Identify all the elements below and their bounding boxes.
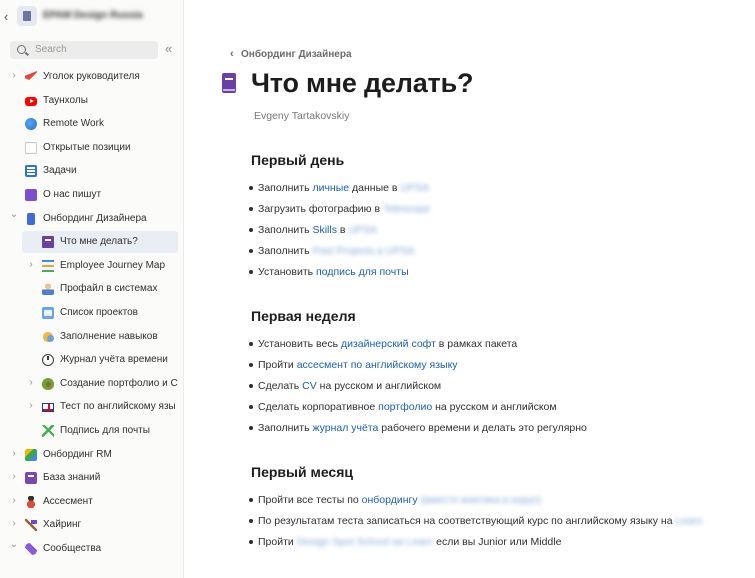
- expand-caret-icon: [26, 330, 36, 342]
- back-chevron-icon[interactable]: ‹: [4, 9, 9, 24]
- sidebar-item[interactable]: [0, 160, 184, 182]
- inline-link[interactable]: CV: [302, 380, 317, 392]
- bullet-item: [258, 223, 377, 237]
- phone-icon: [27, 213, 35, 225]
- map-icon: [42, 307, 54, 319]
- bullet-dot-icon: [249, 498, 253, 502]
- sidebar-item-label: Задачи: [43, 165, 77, 177]
- sidebar-item-label: Создание портфолио и C: [60, 377, 178, 389]
- bullet-item: [258, 244, 414, 258]
- sidebar-item-label: Что мне делать?: [60, 236, 138, 248]
- bullet-dot-icon: [249, 405, 253, 409]
- expand-caret-icon: [26, 424, 36, 436]
- section-heading: Первая неделя: [251, 308, 356, 324]
- search-placeholder: Search: [35, 44, 67, 55]
- bullet-dot-icon: [249, 384, 253, 388]
- sidebar-item[interactable]: [0, 326, 184, 348]
- sidebar-item-label: Онбординг RM: [43, 448, 112, 460]
- bullet-dot-icon: [249, 186, 253, 190]
- inline-link[interactable]: Learn: [675, 515, 703, 527]
- collapse-sidebar-icon[interactable]: «: [165, 41, 173, 56]
- page-content: [184, 0, 755, 578]
- sidebar-item[interactable]: [0, 349, 184, 371]
- sidebar-item[interactable]: [0, 420, 184, 442]
- bullet-dot-icon: [249, 207, 253, 211]
- sidebar-item[interactable]: [0, 302, 184, 324]
- sidebar-item[interactable]: [0, 208, 184, 230]
- sidebar-item-label: Журнал учёта времени: [60, 354, 168, 366]
- bullet-text: Пройти: [258, 536, 297, 548]
- sidebar-item[interactable]: [0, 255, 184, 277]
- bullet-text: данные в: [349, 182, 401, 194]
- bullet-item: [258, 265, 409, 279]
- sidebar-item-label: База знаний: [43, 472, 101, 484]
- sidebar-item[interactable]: [0, 444, 184, 466]
- inline-link[interactable]: (вместе внитика в корус): [417, 494, 542, 506]
- bullet-item: [258, 400, 557, 414]
- bullet-item: [258, 337, 517, 351]
- sidebar-item-label: Таунхолы: [43, 94, 88, 106]
- check-icon: [42, 425, 54, 437]
- tasks-icon: [25, 165, 37, 177]
- sidebar-item[interactable]: [0, 90, 184, 112]
- inline-link[interactable]: подпись для почты: [316, 266, 409, 278]
- brain-icon: [42, 331, 54, 343]
- breadcrumb-chevron-icon: ‹: [230, 48, 234, 60]
- expand-caret-icon: [9, 117, 19, 129]
- sidebar-item-label: Сообщества: [43, 543, 102, 554]
- inline-link[interactable]: Skills: [312, 224, 337, 236]
- inline-link[interactable]: личные: [312, 182, 350, 194]
- bullet-text: в рамках пакета: [435, 338, 518, 350]
- chat-icon: [25, 189, 37, 201]
- bullet-text: Заполнить: [258, 182, 313, 194]
- sidebar-item-label: Тест по английскому язы: [60, 401, 176, 413]
- expand-caret-icon: [26, 235, 36, 247]
- expand-caret-icon[interactable]: ›: [12, 471, 16, 483]
- rm-icon: [25, 449, 37, 461]
- bullet-text: на русском и английском: [432, 401, 557, 413]
- inline-link[interactable]: дизайнерский софт: [340, 338, 436, 350]
- expand-caret-icon: [9, 94, 19, 106]
- sidebar-item-label: Онбординг Дизайнера: [43, 212, 147, 224]
- bullet-text: рабочего времени и делать это регулярно: [378, 422, 587, 434]
- globe-icon: [25, 118, 37, 130]
- sidebar-item[interactable]: [0, 491, 184, 513]
- sidebar-item-label: Ассесмент: [43, 495, 93, 507]
- uk-flag-icon: [42, 403, 54, 412]
- bullet-dot-icon: [249, 519, 253, 523]
- bullet-text: в: [336, 224, 349, 236]
- inline-link[interactable]: журнал учёта: [312, 422, 379, 434]
- timer-icon: [42, 354, 54, 366]
- inline-link[interactable]: UPSA: [400, 182, 429, 194]
- sidebar-item-label: Подпись для почты: [60, 425, 150, 436]
- bullet-text: Заполнить: [258, 245, 313, 257]
- bullet-text: Сделать корпоративное: [258, 401, 379, 413]
- youtube-icon: [25, 97, 37, 106]
- inline-link[interactable]: Past Projects в UPSA: [312, 245, 415, 257]
- knowledge-book-icon: [25, 472, 37, 484]
- sidebar-item[interactable]: [22, 231, 178, 253]
- expand-caret-icon[interactable]: ›: [29, 258, 33, 270]
- sidebar-item[interactable]: [0, 137, 184, 159]
- list-icon: [42, 260, 54, 272]
- assessment-icon: [25, 496, 37, 508]
- bullet-dot-icon: [249, 270, 253, 274]
- expand-caret-icon: [9, 188, 19, 200]
- inline-link[interactable]: ассесмент по английскому языку: [296, 359, 458, 371]
- expand-caret-icon: [9, 164, 19, 176]
- page-book-icon[interactable]: [222, 73, 236, 93]
- sidebar-item[interactable]: [0, 66, 184, 88]
- bullet-text: Установить: [258, 266, 317, 278]
- sidebar-item-label: Открытые позиции: [43, 141, 131, 153]
- sidebar-item-label: Список проектов: [60, 307, 138, 318]
- sidebar-item[interactable]: [0, 514, 184, 536]
- bullet-dot-icon: [249, 342, 253, 346]
- document-icon: [25, 142, 37, 154]
- inline-link[interactable]: портфолио: [378, 401, 433, 413]
- expand-caret-icon[interactable]: ›: [12, 518, 16, 530]
- book-icon: [42, 236, 54, 248]
- sidebar-item[interactable]: [0, 184, 184, 206]
- sidebar-item-label: О нас пишут: [43, 189, 102, 200]
- sidebar-item[interactable]: [0, 396, 184, 418]
- bullet-text: Установить весь: [258, 338, 341, 350]
- expand-caret-icon[interactable]: ⌄: [9, 208, 19, 220]
- bullet-text: на русском и английском: [316, 380, 442, 392]
- expand-caret-icon[interactable]: ›: [29, 376, 33, 388]
- bullet-text: если вы Junior или Middle: [433, 536, 562, 548]
- sidebar-item[interactable]: [0, 373, 184, 395]
- search-icon: [17, 45, 26, 54]
- bullet-item: [258, 535, 561, 549]
- sidebar-item-label: Уголок руководителя: [43, 71, 140, 82]
- page-author: Evgeny Tartakovskiy: [254, 110, 350, 122]
- expand-caret-icon: [26, 353, 36, 365]
- bullet-text: По результатам теста записаться на соответствующий курс по английскому языку на: [258, 515, 676, 527]
- expand-caret-icon[interactable]: ›: [12, 447, 16, 459]
- sidebar-item[interactable]: [0, 467, 184, 489]
- bullet-item: [258, 379, 441, 393]
- bullet-text: Пройти: [258, 359, 297, 371]
- sidebar-item-label: Remote Work: [43, 118, 104, 130]
- hammer-icon: [25, 519, 37, 531]
- expand-caret-icon[interactable]: ›: [12, 70, 16, 81]
- person-icon: [42, 283, 54, 295]
- rocket-icon: [25, 543, 37, 555]
- bullet-dot-icon: [249, 540, 253, 544]
- workspace-header[interactable]: [0, 0, 184, 34]
- breadcrumb-label[interactable]: Онбординг Дизайнера: [241, 49, 352, 60]
- sidebar-item-label: Заполнение навыков: [60, 330, 158, 342]
- avocado-icon: [42, 378, 54, 390]
- workspace-logo-icon: [17, 6, 37, 26]
- megaphone-icon: [25, 71, 37, 83]
- bullet-dot-icon: [249, 228, 253, 232]
- inline-link[interactable]: онбордингу: [361, 494, 418, 506]
- expand-caret-icon: [26, 306, 36, 318]
- search-input[interactable]: [10, 41, 158, 59]
- bullet-item: [258, 493, 541, 507]
- section-heading: Первый день: [251, 152, 345, 168]
- bullet-item: [258, 202, 430, 216]
- bullet-item: [258, 421, 587, 435]
- sidebar-item[interactable]: [0, 113, 184, 135]
- bullet-text: Сделать: [258, 380, 303, 392]
- sidebar: [0, 0, 184, 578]
- bullet-dot-icon: [249, 426, 253, 430]
- section-heading: Первый месяц: [251, 464, 353, 480]
- sidebar-item-label: Хайринг: [43, 519, 82, 531]
- sidebar-item[interactable]: [0, 538, 184, 560]
- bullet-item: [258, 358, 458, 372]
- bullet-dot-icon: [249, 363, 253, 367]
- sidebar-item[interactable]: [0, 278, 184, 300]
- sidebar-item-label: Employee Journey Map: [60, 259, 166, 271]
- expand-caret-icon[interactable]: ›: [29, 400, 33, 412]
- bullet-text: Загрузить фотографию в: [258, 203, 383, 215]
- breadcrumb[interactable]: [230, 48, 352, 60]
- expand-caret-icon: [26, 282, 36, 294]
- bullet-dot-icon: [249, 249, 253, 253]
- sidebar-item-label: Профайл в системах: [60, 283, 158, 295]
- bullet-item: [258, 514, 702, 528]
- expand-caret-icon: [9, 141, 19, 153]
- inline-link[interactable]: Telescope: [382, 203, 431, 215]
- bullet-text: Заполнить: [258, 422, 313, 434]
- workspace-name[interactable]: EPAM Design Russia: [43, 10, 143, 21]
- inline-link[interactable]: Design Spot School на Learn: [296, 536, 434, 548]
- inline-link[interactable]: UPSA: [348, 224, 377, 236]
- page-title: Что мне делать?: [251, 68, 474, 98]
- expand-caret-icon[interactable]: ›: [12, 494, 16, 506]
- bullet-item: [258, 181, 429, 195]
- bullet-text: Заполнить: [258, 224, 313, 236]
- expand-caret-icon[interactable]: ⌄: [9, 539, 19, 550]
- bullet-text: Пройти все тесты по: [258, 494, 362, 506]
